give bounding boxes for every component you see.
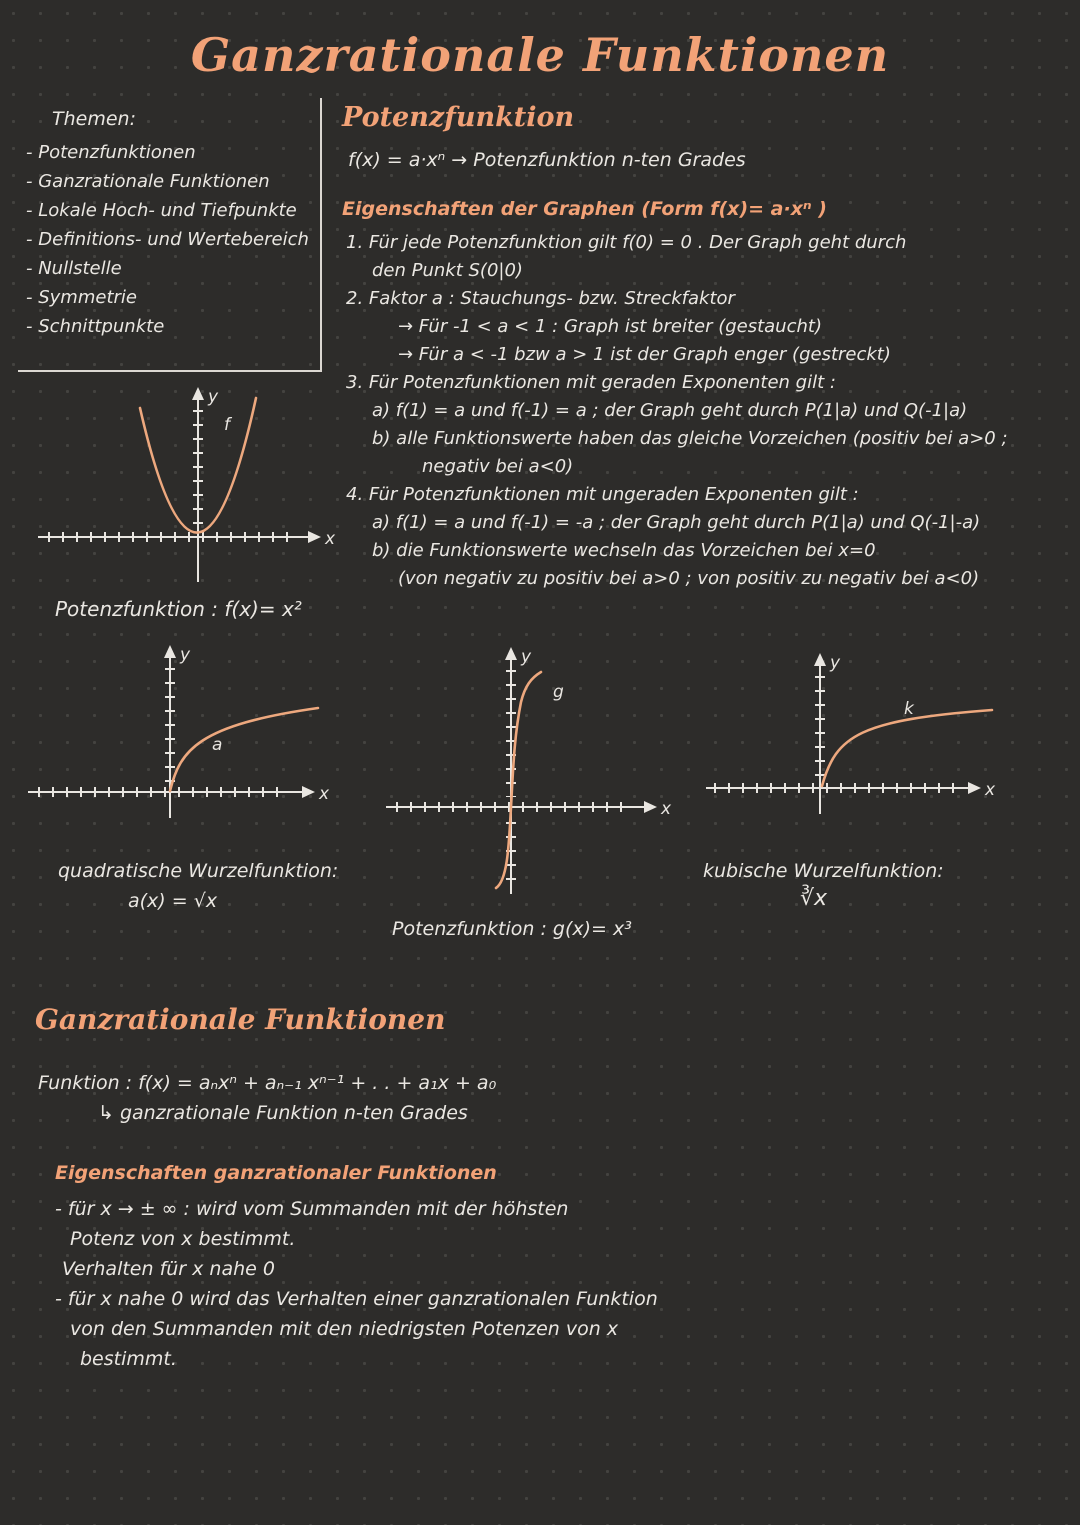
note-line: b) alle Funktionswerte haben das gleiche Vorzeichen (positiv bei a>0 ; <box>372 428 1008 449</box>
ganzrational-formula-note: ↳ ganzrationale Funktion n-ten Grades <box>98 1102 468 1124</box>
graph-properties-heading: Eigenschaften der Graphen (Form f(x)= a·xⁿ ) <box>342 198 827 220</box>
cubic-curve <box>496 672 541 888</box>
note-line: Potenz von x bestimmt. <box>70 1228 296 1250</box>
page-title: Ganzrationale Funktionen <box>190 28 890 82</box>
note-line: negativ bei a<0) <box>422 456 574 477</box>
y-axis-arrow-icon <box>814 653 826 666</box>
note-line: - für x nahe 0 wird das Verhalten einer ganzrationalen Funktion <box>55 1288 658 1310</box>
note-line: den Punkt S(0|0) <box>372 260 523 281</box>
y-axis-label: y <box>208 387 219 407</box>
potenzfunktion-section <box>342 102 1060 593</box>
note-line: von den Summanden mit den niedrigsten Potenzen von x <box>70 1318 619 1340</box>
cubic-graph <box>378 642 673 914</box>
ganzrational-formula: Funktion : f(x) = aₙxⁿ + aₙ₋₁ xⁿ⁻¹ + . . + a₁x + a₀ <box>38 1072 497 1094</box>
y-axis-label: y <box>830 653 841 673</box>
note-line: a) f(1) = a und f(-1) = -a ; der Graph geht durch P(1|a) und Q(-1|-a) <box>372 512 981 533</box>
topics-heading: Themen: <box>52 108 136 130</box>
y-axis-label: y <box>521 647 532 667</box>
cbrt-curve <box>822 710 992 786</box>
topic-item: - Ganzrationale Funktionen <box>26 171 270 192</box>
topic-item: - Symmetrie <box>26 287 137 308</box>
potenzfunktion-formula: f(x) = a·xⁿ → Potenzfunktion n-ten Grades <box>348 149 746 171</box>
topic-item: - Potenzfunktionen <box>26 142 196 163</box>
note-line: 3. Für Potenzfunktionen mit geraden Exponenten gilt : <box>346 372 836 393</box>
topics-box <box>18 98 322 372</box>
parabola-caption: Potenzfunktion : f(x)= x² <box>55 597 302 621</box>
curve-label: a <box>212 735 223 755</box>
x-axis-label: x <box>325 529 336 549</box>
sqrt-caption: quadratische Wurzelfunktion: <box>58 860 339 882</box>
ganzrational-properties <box>52 1194 658 1374</box>
potenzfunktion-heading: Potenzfunktion <box>342 102 575 133</box>
parabola-graph <box>28 382 338 601</box>
curve-label: f <box>224 415 230 435</box>
note-line: (von negativ zu positiv bei a>0 ; von positiv zu negativ bei a<0) <box>398 568 980 589</box>
y-axis-label: y <box>180 645 191 665</box>
cbrt-caption: kubische Wurzelfunktion: <box>703 860 944 882</box>
y-axis-arrow-icon <box>505 647 517 660</box>
note-line: bestimmt. <box>80 1348 177 1370</box>
note-line: → Für a < -1 bzw a > 1 ist der Graph enger (gestreckt) <box>398 344 891 365</box>
y-axis-arrow-icon <box>192 387 204 400</box>
note-line: 2. Faktor a : Stauchungs- bzw. Streckfaktor <box>346 288 735 309</box>
curve-label: g <box>553 682 564 702</box>
x-axis-label: x <box>319 784 330 804</box>
note-line: Verhalten für x nahe 0 <box>62 1258 275 1280</box>
note-line: 4. Für Potenzfunktionen mit ungeraden Exponenten gilt : <box>346 484 859 505</box>
ganzrational-heading: Ganzrationale Funktionen <box>35 1003 446 1036</box>
note-line: - für x → ± ∞ : wird vom Summanden mit der höhsten <box>55 1198 569 1220</box>
x-axis-arrow-icon <box>644 801 657 813</box>
note-line: → Für -1 < a < 1 : Graph ist breiter (gestaucht) <box>398 316 822 337</box>
note-line: a) f(1) = a und f(-1) = a ; der Graph geht durch P(1|a) und Q(-1|a) <box>372 400 968 421</box>
x-axis-arrow-icon <box>302 786 315 798</box>
note-line: b) die Funktionswerte wechseln das Vorzeichen bei x=0 <box>372 540 876 561</box>
topic-item: - Definitions- und Wertebereich <box>26 229 309 250</box>
x-axis-arrow-icon <box>968 782 981 794</box>
x-axis-arrow-icon <box>308 531 321 543</box>
x-axis-label: x <box>985 780 996 800</box>
topic-item: - Nullstelle <box>26 258 122 279</box>
x-axis-label: x <box>661 799 672 819</box>
ganzrational-properties-heading: Eigenschaften ganzrationaler Funktionen <box>55 1162 497 1184</box>
y-axis-arrow-icon <box>164 645 176 658</box>
curve-label: k <box>904 699 914 719</box>
sqrt-graph <box>20 640 332 834</box>
sqrt-formula: a(x) = √x <box>128 890 218 912</box>
cbrt-graph <box>698 650 1000 829</box>
sqrt-curve <box>170 708 318 791</box>
note-line: 1. Für jede Potenzfunktion gilt f(0) = 0 . Der Graph geht durch <box>346 232 907 253</box>
topic-item: - Schnittpunkte <box>26 316 165 337</box>
topic-item: - Lokale Hoch- und Tiefpunkte <box>26 200 297 221</box>
cbrt-formula: ∛x <box>800 886 828 911</box>
cubic-caption: Potenzfunktion : g(x)= x³ <box>392 918 632 940</box>
